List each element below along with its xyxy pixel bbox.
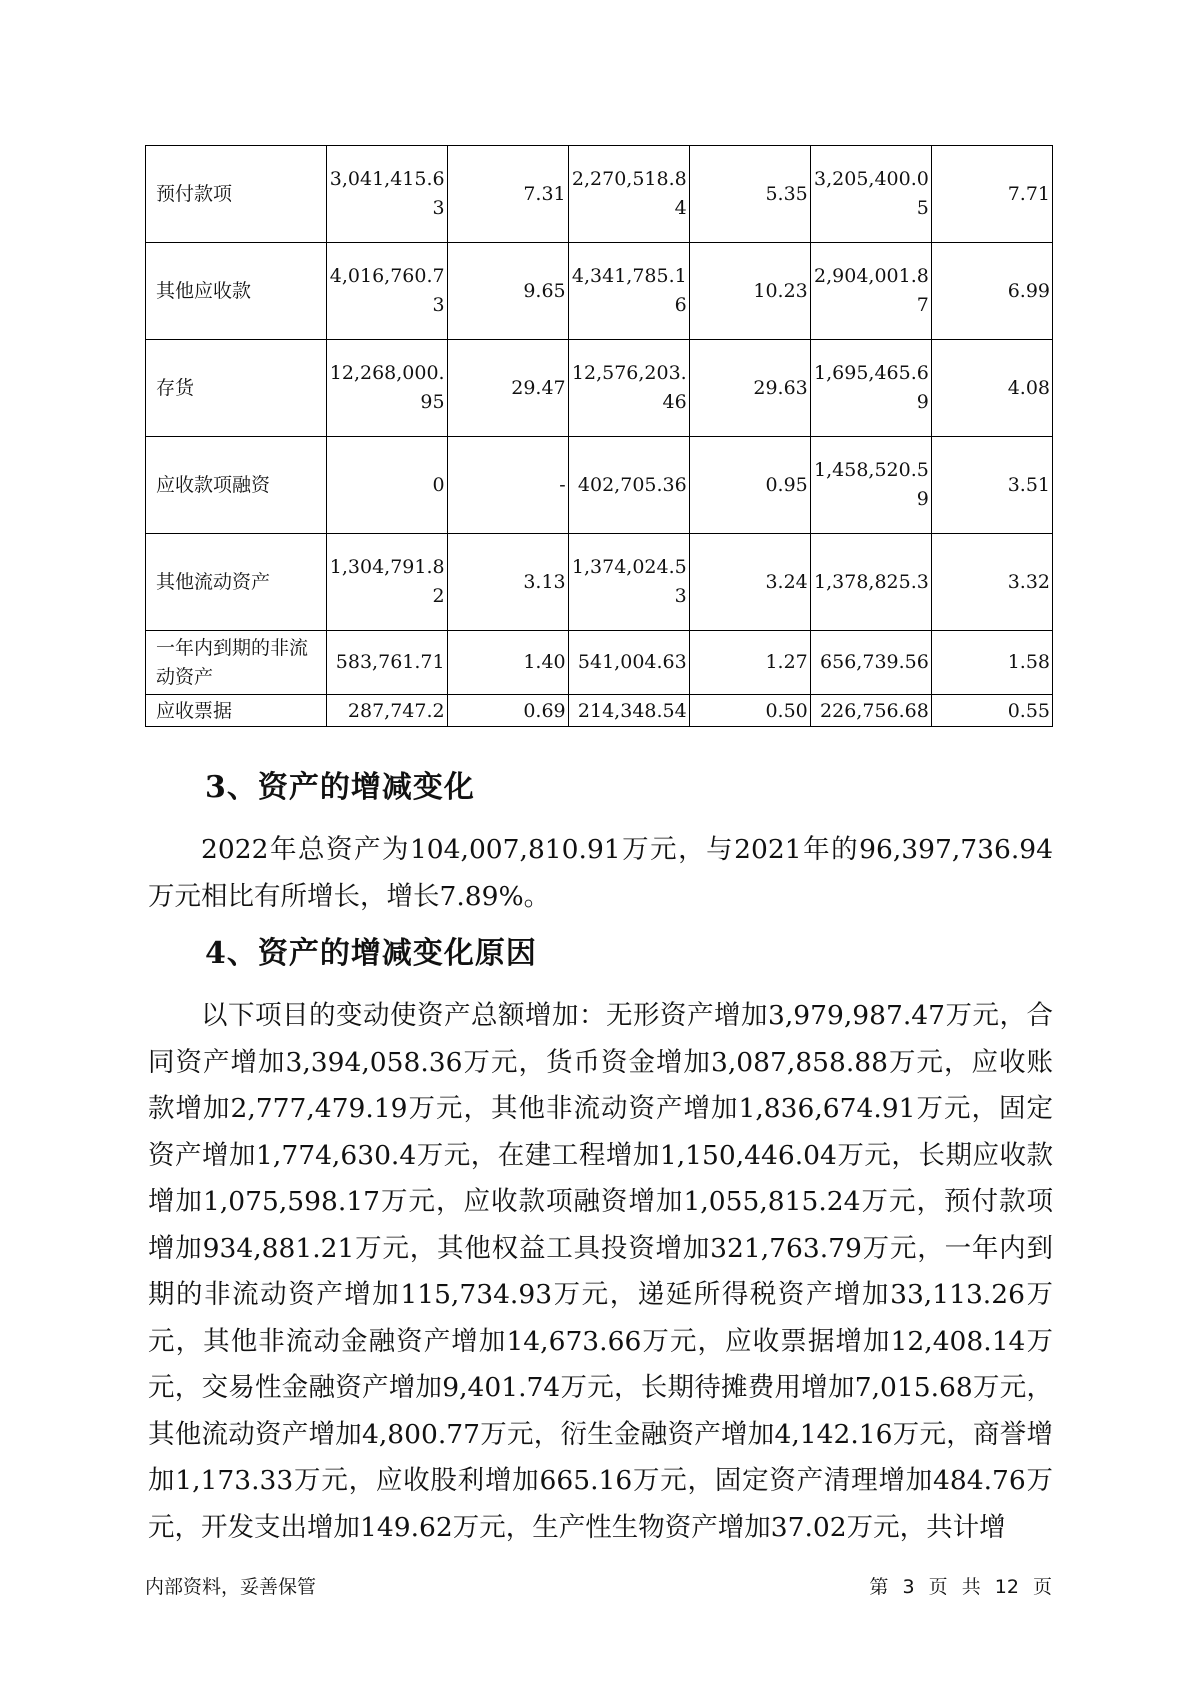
value-2021: 4,341,785.16 xyxy=(568,243,689,340)
percent-2020: 6.99 xyxy=(931,243,1052,340)
value-2020: 1,695,465.69 xyxy=(810,340,931,437)
percent-2022: 1.40 xyxy=(447,631,568,695)
percent-2020: 0.55 xyxy=(931,695,1052,727)
value-2020: 3,205,400.05 xyxy=(810,146,931,243)
percent-2022: 9.65 xyxy=(447,243,568,340)
row-label: 一年内到期的非流动资产 xyxy=(146,631,327,695)
footer-confidential-note: 内部资料，妥善保管 xyxy=(145,1576,317,1598)
percent-2022: 29.47 xyxy=(447,340,568,437)
percent-2021: 10.23 xyxy=(689,243,810,340)
percent-2020: 4.08 xyxy=(931,340,1052,437)
row-label: 其他应收款 xyxy=(146,243,327,340)
section-heading-change-reasons: 4、资产的增减变化原因 xyxy=(205,936,537,971)
value-2022: 1,304,791.82 xyxy=(326,534,447,631)
table-row xyxy=(146,534,1053,631)
row-label: 其他流动资产 xyxy=(146,534,327,631)
value-2022: 4,016,760.73 xyxy=(326,243,447,340)
paragraph-change-reasons: 以下项目的变动使资产总额增加：无形资产增加3,979,987.47万元，合同资产增加3,394,058.36万元，货币资金增加3,087,858.88万元，应收账款增加2,777,479.19万元，其他非流动资产增加1,836,674.91万元，固定资产增加1,774,630.4万元，在建工程增加1,150,446.04万元，长期应收款增加1,075,598.17万元，应收款项融资增加1,055,815.24万元，预付款项增加934,881.21万元，其他权益工具投资增加321,763.79万元，一年内到期的非流动资产增加115,734.93万元，递延所得税资产增加33,113.26万元，其他非流动金融资产增加14,673.66万元，应收票据增加12,408.14万元，交易性金融资产增加9,401.74万元，长期待摊费用增加7,015.68万元，其他流动资产增加4,800.77万元，衍生金融资产增加4,142.16万元，商誉增加1,173.33万元，应收股利增加665.16万元，固定资产清理增加484.76万元，开发支出增加149.62万元，生产性生物资产增加37.02万元，共计增 xyxy=(148,1000,1053,1543)
percent-2020: 3.32 xyxy=(931,534,1052,631)
table-row xyxy=(146,243,1053,340)
footer-page-number xyxy=(867,1572,1054,1599)
row-label: 预付款项 xyxy=(146,146,327,243)
percent-2021: 29.63 xyxy=(689,340,810,437)
percent-2021: 1.27 xyxy=(689,631,810,695)
row-label: 应收票据 xyxy=(146,695,327,727)
percent-2022: 3.13 xyxy=(447,534,568,631)
page-suffix: 页 xyxy=(1032,1576,1052,1598)
percent-2022: 0.69 xyxy=(447,695,568,727)
value-2022: 583,761.71 xyxy=(326,631,447,695)
page-current: 3 xyxy=(902,1576,915,1598)
value-2021: 12,576,203.46 xyxy=(568,340,689,437)
percent-2022: - xyxy=(447,437,568,534)
table-row xyxy=(146,146,1053,243)
page-total: 12 xyxy=(994,1576,1019,1598)
percent-2020: 3.51 xyxy=(931,437,1052,534)
value-2021: 541,004.63 xyxy=(568,631,689,695)
value-2020: 2,904,001.87 xyxy=(810,243,931,340)
value-2022: 0 xyxy=(326,437,447,534)
table-row xyxy=(146,340,1053,437)
page-mid: 页 xyxy=(928,1576,948,1598)
section-heading-asset-change: 3、资产的增减变化 xyxy=(205,770,475,805)
paragraph-total-assets: 2022年总资产为104,007,810.91万元，与2021年的96,397,736.94万元相比有所增长，增长7.89%。 xyxy=(148,834,1053,912)
table-row xyxy=(146,695,1053,727)
percent-2021: 0.95 xyxy=(689,437,810,534)
table-row xyxy=(146,437,1053,534)
percent-2020: 1.58 xyxy=(931,631,1052,695)
page-total-prefix: 共 xyxy=(961,1576,981,1598)
row-label: 存货 xyxy=(146,340,327,437)
value-2021: 402,705.36 xyxy=(568,437,689,534)
page-prefix: 第 xyxy=(869,1576,889,1598)
value-2021: 1,374,024.53 xyxy=(568,534,689,631)
value-2020: 1,458,520.59 xyxy=(810,437,931,534)
percent-2021: 5.35 xyxy=(689,146,810,243)
value-2020: 226,756.68 xyxy=(810,695,931,727)
value-2022: 3,041,415.63 xyxy=(326,146,447,243)
value-2021: 214,348.54 xyxy=(568,695,689,727)
percent-2021: 0.50 xyxy=(689,695,810,727)
value-2020: 656,739.56 xyxy=(810,631,931,695)
value-2021: 2,270,518.84 xyxy=(568,146,689,243)
value-2022: 287,747.2 xyxy=(326,695,447,727)
percent-2021: 3.24 xyxy=(689,534,810,631)
value-2020: 1,378,825.3 xyxy=(810,534,931,631)
percent-2022: 7.31 xyxy=(447,146,568,243)
percent-2020: 7.71 xyxy=(931,146,1052,243)
asset-table xyxy=(145,145,1053,727)
row-label: 应收款项融资 xyxy=(146,437,327,534)
value-2022: 12,268,000.95 xyxy=(326,340,447,437)
table-row xyxy=(146,631,1053,695)
